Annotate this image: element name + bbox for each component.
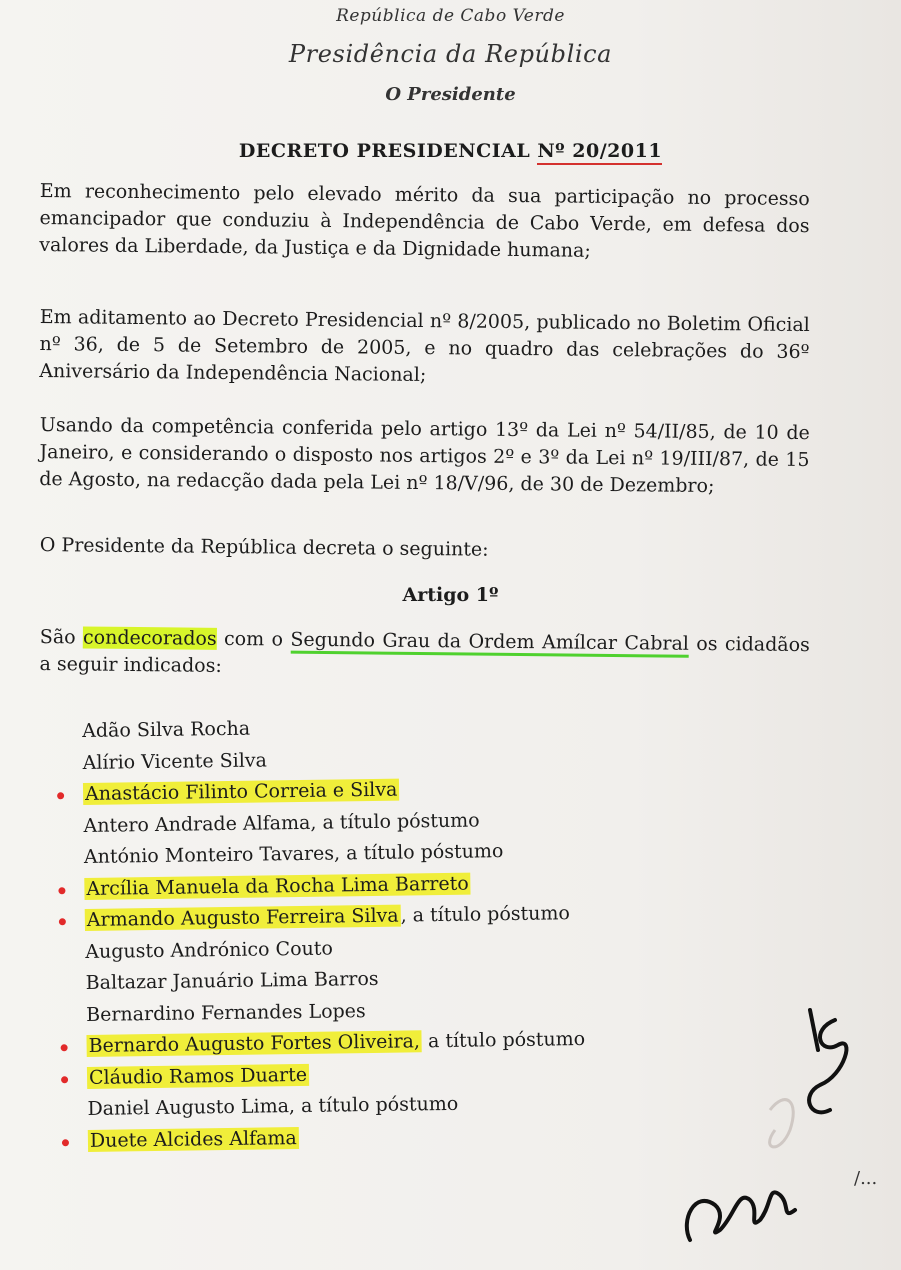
paragraph-addendum: Em aditamento ao Decreto Presidencial nº 8/2005, publicado no Boletim Oficial nº 36, de 5 de Setembro de 2005, e no quadro das celebrações do 36º Aniversário da Independência Nacional; [39,305,810,387]
article-text-part-3: os cidadãos a seguir indicados: [39,632,810,677]
honoree-suffix: , a título póstumo [310,808,480,834]
paragraph-article-text [39,624,810,686]
article-text-part-2: com o [216,627,291,651]
decree-title [0,140,901,162]
red-bullet-icon [57,792,64,799]
honoree-suffix: , a título póstumo [333,840,504,865]
handwritten-signature [660,990,860,1260]
honoree-name: Duete Alcides Alfama [89,1126,297,1152]
decree-title-prefix: DECRETO PRESIDENCIAL [238,140,538,162]
honoree-name: Alírio Vicente Silva [82,748,268,774]
article-text-part-1: São [39,625,84,649]
header-republic: República de Cabo Verde [336,6,565,26]
honoree-name: Daniel Augusto Lima [87,1095,290,1120]
red-bullet-icon [58,887,65,894]
paragraph-competence: Usando da competência conferida pelo artigo 13º da Lei nº 54/II/85, de 10 de Janeiro, e considerando o disposto nos artigos 2º e 3º da Lei nº 19/III/87, de 15 de Agosto, na redacção dada pela Lei nº 18/V/96, de 30 de Dezembro; [39,413,810,498]
header-presidency: Presidência da República [288,40,613,68]
continuation-mark: /... [854,1168,878,1189]
red-bullet-icon [62,1139,69,1146]
honoree-list [82,707,708,1157]
paragraph-decree: O Presidente da República decreta o seguinte: [39,533,489,561]
honoree-suffix: , a título póstumo [400,902,571,927]
header-president: O Presidente [385,84,516,105]
red-bullet-icon [61,1076,68,1083]
honoree-name: Adão Silva Rocha [82,717,251,742]
honoree-name: Augusto Andrónico Couto [85,937,334,963]
order-name-underlined: Segundo Grau da Ordem Amílcar Cabral [290,629,689,658]
red-bullet-icon [61,1044,68,1051]
honoree-name: Baltazar Januário Lima Barros [85,967,379,994]
honoree-name: Armando Augusto Ferreira Silva [86,904,399,931]
article-heading: Artigo 1º [402,584,499,606]
red-bullet-icon [59,918,66,925]
honoree-name: Antero Andrade Alfama [83,811,311,837]
decree-number: Nº 20/2011 [537,140,662,165]
honoree-suffix: , a título póstumo [288,1092,459,1118]
honoree-name: Arcília Manuela da Rocha Lima Barreto [86,872,469,900]
honoree-name: Cláudio Ramos Duarte [88,1063,308,1089]
honoree-name: Bernardo Augusto Fortes Oliveira, [88,1030,421,1057]
paragraph-recognition: Em reconhecimento pelo elevado mérito da sua participação no processo emancipador que conduziu à Independência de Cabo Verde, em defesa dos valores da Liberdade, da Justiça e da Dignidade humana; [39,179,810,262]
honoree-suffix: a título póstumo [421,1028,586,1053]
honoree-name: António Monteiro Tavares [83,842,335,868]
honoree-name: Anastácio Filinto Correia e Silva [84,778,398,805]
highlight-condecorados: condecorados [82,626,217,650]
honoree-name: Bernardino Fernandes Lopes [86,999,366,1026]
